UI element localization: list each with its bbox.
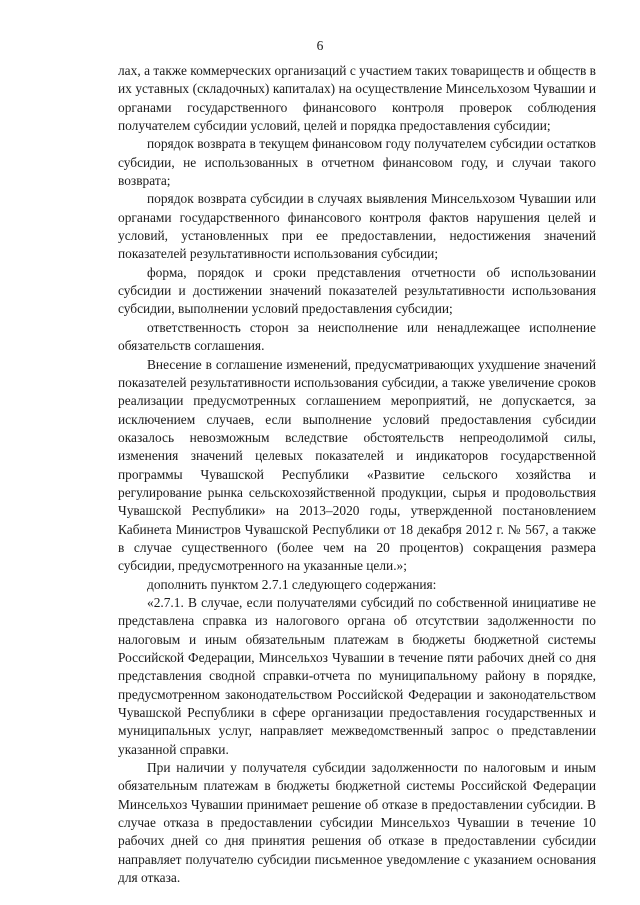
paragraph-continuation: лах, а также коммерческих организаций с участием таких товариществ и обществ в их уставных (складочных) капиталах) на осуществление Минсельхозом Чувашии и органами государственного финансового контроля проверок соблюдения получателем субсидии условий, целей и порядка предоставления субсидии; xyxy=(118,63,596,134)
paragraph-debt-refusal: При наличии у получателя субсидии задолженности по налоговым и иным обязательным платежам в бюджеты бюджетной системы Российской Федерации Минсельхоз Чувашии принимает решение об отказе в предоставлении субсидии. В случае отказа в предоставлении субсидии Минсельхоз Чувашии в течение 10 рабочих дней со дня принятия решения об отказе в предоставлении субсидии направляет получателю субсидии письменное уведомление с указанием основания для отказа. xyxy=(118,760,596,886)
paragraph-refund-current-year: порядок возврата в текущем финансовом году получателем субсидии остатков субсидии, не использованных в отчетном финансовом году, и случаи такого возврата; xyxy=(118,136,596,189)
paragraph-add-clause: дополнить пунктом 2.7.1 следующего содержания: xyxy=(147,576,437,592)
paragraph-reporting: форма, порядок и сроки представления отчетности об использовании субсидии и достижении значений показателей результативности использования субсидии, выполнении условий предоставления субсидии; xyxy=(118,264,596,317)
paragraph-clause-2-7-1: «2.7.1. В случае, если получателями субсидий по собственной инициативе не представлена справка из налогового органа об отсутствии задолженности по налоговым и иным обязательным платежам в бюджеты бюджетной системы Российской Федерации, Минсельхоз Чувашии в течение пяти рабочих дней со дня представления сводной справки-отчета по муниципальному району в порядке, предусмотренном законодательством Российской Федерации и законодательством Чувашской Республики в сфере организации предоставления государственных и муниципальных услуг, направляет межведомственный запрос о представлении указанной справки. xyxy=(118,594,596,757)
paragraph-refund-violations: порядок возврата субсидии в случаях выявления Минсельхозом Чувашии или органами государственного финансового контроля фактов нарушения целей и условий, установленных при ее предоставлении, недостижения значений показателей результативности использования субсидии; xyxy=(118,191,596,262)
paragraph-agreement-changes: Внесение в соглашение изменений, предусматривающих ухудшение значений показателей результативности использования субсидии, а также увеличение сроков реализации предусмотренных соглашением мероприятий, не допускается, за исключением случаев, если выполнение условий предоставления субсидии оказалось невозможным вследствие обстоятельств непреодолимой силы, изменения значений целевых показателей и индикаторов государственной программы Чувашской Республики «Развитие сельского хозяйства и регулирование рынка сельскохозяйственной продукции, сырья и продовольствия Чувашской Республики» на 2013–2020 годы, утвержденной постановлением Кабинета Министров Чувашской Республики от 18 декабря 2012 г. № 567, а также в случае существенного (более чем на 20 процентов) сокращения размера субсидии, предусмотренного на указанные цели.»; xyxy=(118,356,596,574)
document-body xyxy=(118,62,596,887)
paragraph-responsibility: ответственность сторон за неисполнение или ненадлежащее исполнение обязательств соглашения. xyxy=(118,319,596,354)
page-number: 6 xyxy=(316,38,324,53)
